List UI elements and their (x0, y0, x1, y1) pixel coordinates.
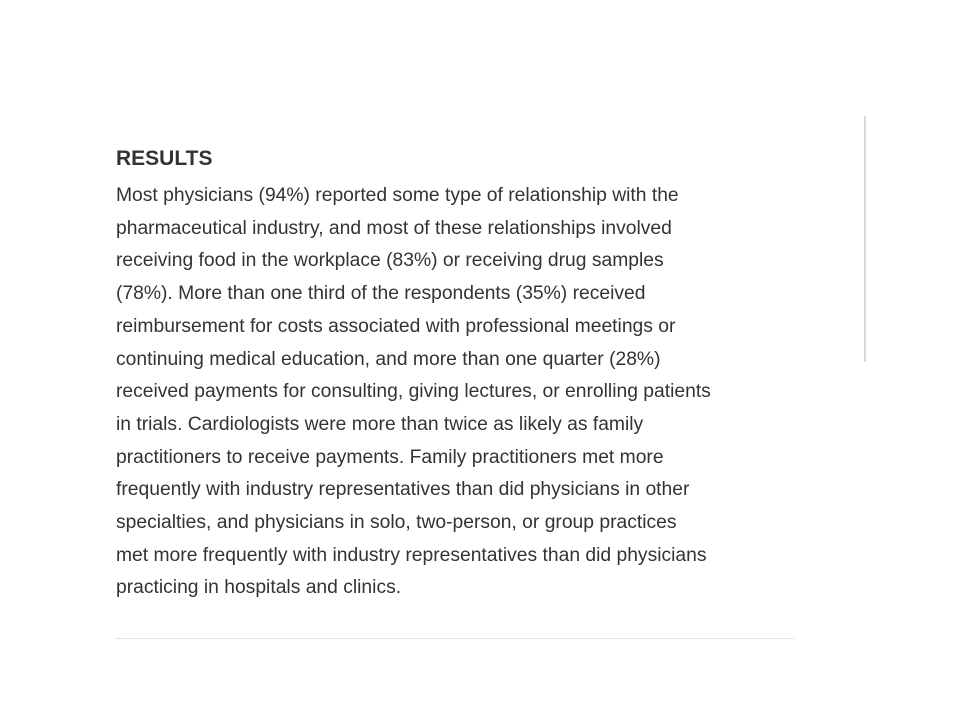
results-section (116, 144, 806, 605)
results-heading: RESULTS (116, 147, 213, 170)
results-paragraph: Most physicians (94%) reported some type of relationship with the pharmaceutical industry, and most of these relationships involved receiving food in the workplace (83%) or receiving drug samples (78%). More than one third of the respondents (35%) received reimbursement for costs associated with professional meetings or continuing medical education, and more than one quarter (28%) received payments for consulting, giving lectures, or enrolling patients in trials. Cardiologists were more than twice as likely as family practitioners to receive payments. Family practitioners met more frequently with industry representatives than did physicians in other specialties, and physicians in solo, two-person, or group practices met more frequently with industry representatives than did physicians practicing in hospitals and clinics. (116, 185, 711, 599)
bottom-divider (116, 638, 794, 639)
vertical-divider (864, 116, 866, 362)
